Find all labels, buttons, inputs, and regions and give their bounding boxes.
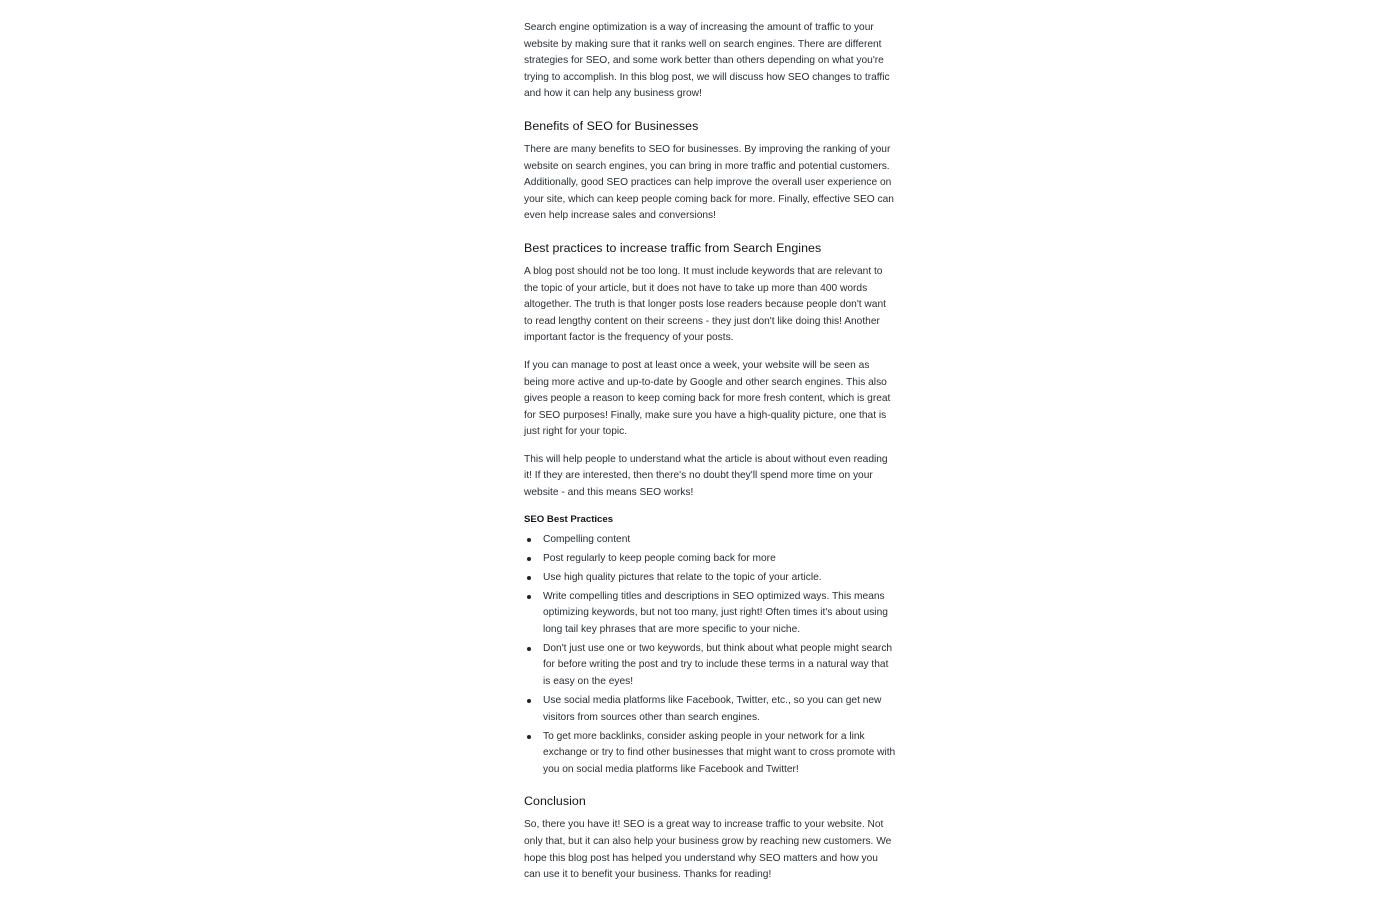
list-item	[524, 693, 896, 726]
list-item	[524, 551, 896, 568]
list-item	[524, 641, 896, 691]
bullet-icon	[527, 735, 531, 739]
blog-article	[524, 20, 896, 895]
list-item-text: Post regularly to keep people coming back for more	[543, 552, 776, 564]
best-practices-heading: Best practices to increase traffic from Search Engines	[524, 240, 822, 255]
benefits-paragraph: There are many benefits to SEO for businesses. By improving the ranking of your website on search engines, you can bring in more traffic and potential customers. Additionally, good SEO practices can help improve the overall user experience on your site, which can keep people coming back for more. Finally, effective SEO can even help increase sales and conversions!	[524, 143, 894, 222]
bullet-icon	[527, 576, 531, 580]
list-item-text: Use social media platforms like Facebook, Twitter, etc., so you can get new visitors from sources other than search engines.	[543, 694, 882, 723]
best-practices-paragraph-3: This will help people to understand what the article is about without even reading it! If they are interested, then there's no doubt they'll spend more time on your website - and this means SEO works!	[524, 453, 888, 499]
list-item	[524, 589, 896, 639]
benefits-heading: Benefits of SEO for Businesses	[524, 118, 699, 133]
list-item	[524, 729, 896, 779]
intro-paragraph: Search engine optimization is a way of increasing the amount of traffic to your website by making sure that it ranks well on search engines. There are different strategies for SEO, and some work better than others depending on what you're trying to accomplish. In this blog post, we will discuss how SEO changes to traffic and how it can help any business grow!	[524, 22, 890, 100]
best-practices-paragraph-1: A blog post should not be too long. It must include keywords that are relevant to the topic of your article, but it does not have to take up more than 400 words altogether. The truth is that longer posts lose readers because people don't want to read lengthy content on their screens - they just don't like doing this! Another important factor is the frequency of your posts.	[524, 265, 886, 344]
best-practices-paragraph-2: If you can manage to post at least once a week, your website will be seen as being more active and up-to-date by Google and other search engines. This also gives people a reason to keep coming back for more fresh content, which is great for SEO purposes! Finally, make sure you have a high-quality picture, one that is just right for your topic.	[524, 359, 891, 438]
seo-best-practices-list	[524, 532, 896, 779]
list-item-text: To get more backlinks, consider asking people in your network for a link exchange or try to find other businesses that might want to cross promote with you on social media platforms like Facebook and Twitter!	[543, 730, 896, 775]
conclusion-heading: Conclusion	[524, 794, 586, 809]
list-item-text: Write compelling titles and descriptions in SEO optimized ways. This means optimizing keywords, but not too many, just right! Often times it's about using long tail key phrases that are more specific to your niche.	[543, 590, 888, 635]
list-item-text: Don't just use one or two keywords, but think about what people might search for before writing the post and try to include these terms in a natural way that is easy on the eyes!	[543, 642, 893, 687]
list-item	[524, 532, 896, 549]
list-item-text: Compelling content	[543, 533, 631, 545]
list-item-text: Use high quality pictures that relate to the topic of your article.	[543, 571, 822, 583]
bullet-icon	[527, 699, 531, 703]
bullet-icon	[527, 647, 531, 651]
bullet-icon	[527, 538, 531, 542]
bullet-icon	[527, 595, 531, 599]
bullet-icon	[527, 557, 531, 561]
conclusion-paragraph: So, there you have it! SEO is a great way to increase traffic to your website. Not only that, but it can also help your business grow by reaching new customers. We hope this blog post has helped you understand why SEO matters and how you can use it to benefit your business. Thanks for reading!	[524, 819, 892, 881]
list-item	[524, 570, 896, 587]
seo-best-practices-heading: SEO Best Practices	[524, 513, 614, 525]
